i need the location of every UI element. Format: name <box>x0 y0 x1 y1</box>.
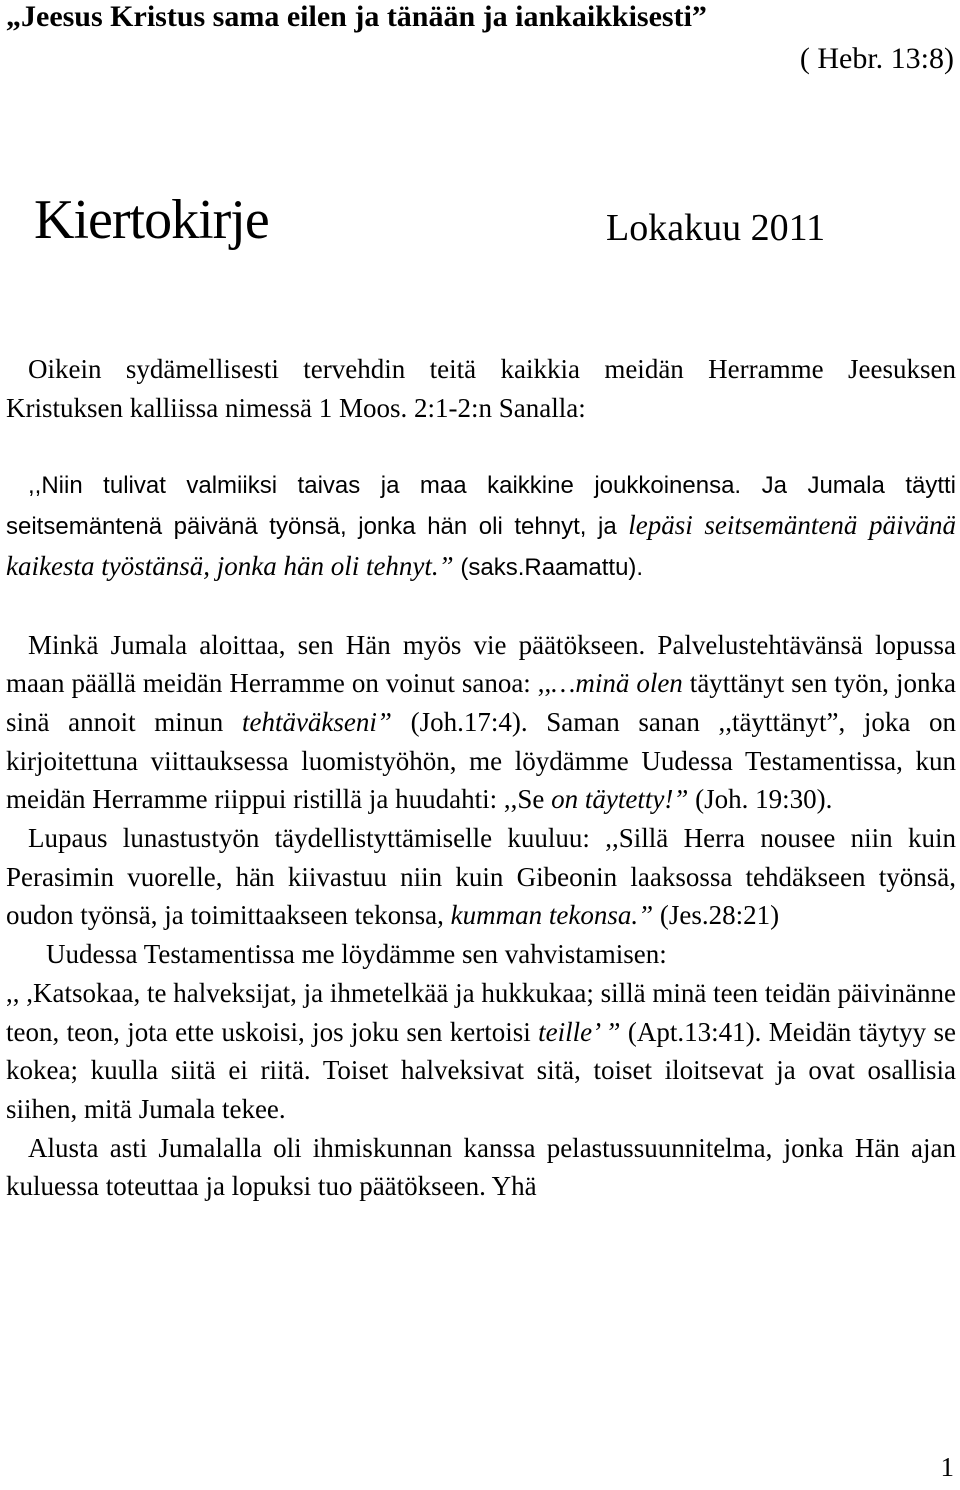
paragraph-greeting: Oikein sydämellisesti tervehdin teitä kaikkia meidän Herramme Jeesuksen Kristuksen kalliissa nimessä 1 Moos. 2:1-2:n Sanalla: <box>6 354 956 423</box>
text-run: täyttänyt sen työn, jonka sinä annoit minun <box>6 668 957 737</box>
text-run: Lupaus lunastustyön täydellistyttämiselle kuuluu: ,,Sillä Herra nousee niin kuin Perasimin vuorelle, hän kiivastuu niin kuin Gibeonin laaksossa tehdäkseen työnsä, oudon työnsä, ja toimittaakseen tekonsa, <box>6 823 956 931</box>
quote-text: ,,Niin tulivat valmiiksi taivas ja maa kaikkine joukkoinensa. Ja Jumala täytti seitsemäntenä päivänä työnsä, jonka hän oli tehnyt, ja <box>6 472 956 541</box>
text-run: (Jes.28:21) <box>653 900 780 931</box>
paragraph-isaiah <box>6 819 956 935</box>
quote-source: (saks.Raamattu). <box>453 553 644 581</box>
italic-run: on täytetty!” <box>551 784 689 815</box>
paragraph-new-testament: Uudessa Testamentissa me löydämme sen vahvistamisen: <box>46 939 667 970</box>
paragraph-gap <box>6 427 956 465</box>
text-run: ,, ,Katsokaa, te halveksijat, ja ihmetelkää ja hukkukaa; sillä minä teen teidän päivinänne teon, teon, jota ette uskoisi, jos joku sen kertoisi <box>6 977 956 1047</box>
paragraph-genesis-quote <box>6 465 956 587</box>
italic-run: …minä olen <box>551 668 683 699</box>
paragraph-salvation-plan: Alusta asti Jumalalla oli ihmiskunnan kanssa pelastussuunnitelma, jonka Hän ajan kuluessa toteuttaa ja lopuksi tuo päätökseen. Yhä <box>6 1132 956 1202</box>
text-run: Minkä Jumala aloittaa, sen Hän myös vie päätökseen. Palvelustehtävänsä lopussa maan päällä meidän Herramme on voinut sanoa: ,, <box>6 629 956 699</box>
epigraph-reference: ( Hebr. 13:8) <box>799 42 954 75</box>
quote-italic: lepäsi seitsemäntenä päivänä kaikesta työstänsä, jonka hän oli tehnyt.” <box>6 510 956 581</box>
page-number: 1 <box>940 1452 954 1482</box>
epigraph-quote: „Jeesus Kristus sama eilen ja tänään ja iankaikkisesti” <box>6 0 707 33</box>
letter-date: Lokakuu 2011 <box>606 207 826 249</box>
italic-run: teille’ ” <box>538 1016 621 1047</box>
italic-run: tehtäväkseni” <box>241 706 392 737</box>
letter-title: Kiertokirje <box>34 189 269 251</box>
text-run: (Apt.13:41). Meidän täytyy se kokea; kuulla siitä ei riitä. Toiset halveksivat sitä, toiset iloitsevat ja ovat osallisia siihen, mitä Jumala tekee. <box>6 1016 956 1124</box>
text-run: (Joh.17:4). Saman sanan ,,täyttänyt”, joka on kirjoitettuna viittauksessa luomistyöhön, me löydämme Uudessa Testamentissa, kun meidän Herramme riippui ristillä ja huudahti: ,,Se <box>6 706 956 815</box>
paragraph-acts <box>6 974 956 1129</box>
text-run: (Joh. 19:30). <box>688 784 833 815</box>
letter-body <box>6 350 956 1206</box>
paragraph-john <box>6 626 956 820</box>
paragraph-gap <box>6 588 956 626</box>
italic-run: kumman tekonsa.” <box>450 900 654 931</box>
